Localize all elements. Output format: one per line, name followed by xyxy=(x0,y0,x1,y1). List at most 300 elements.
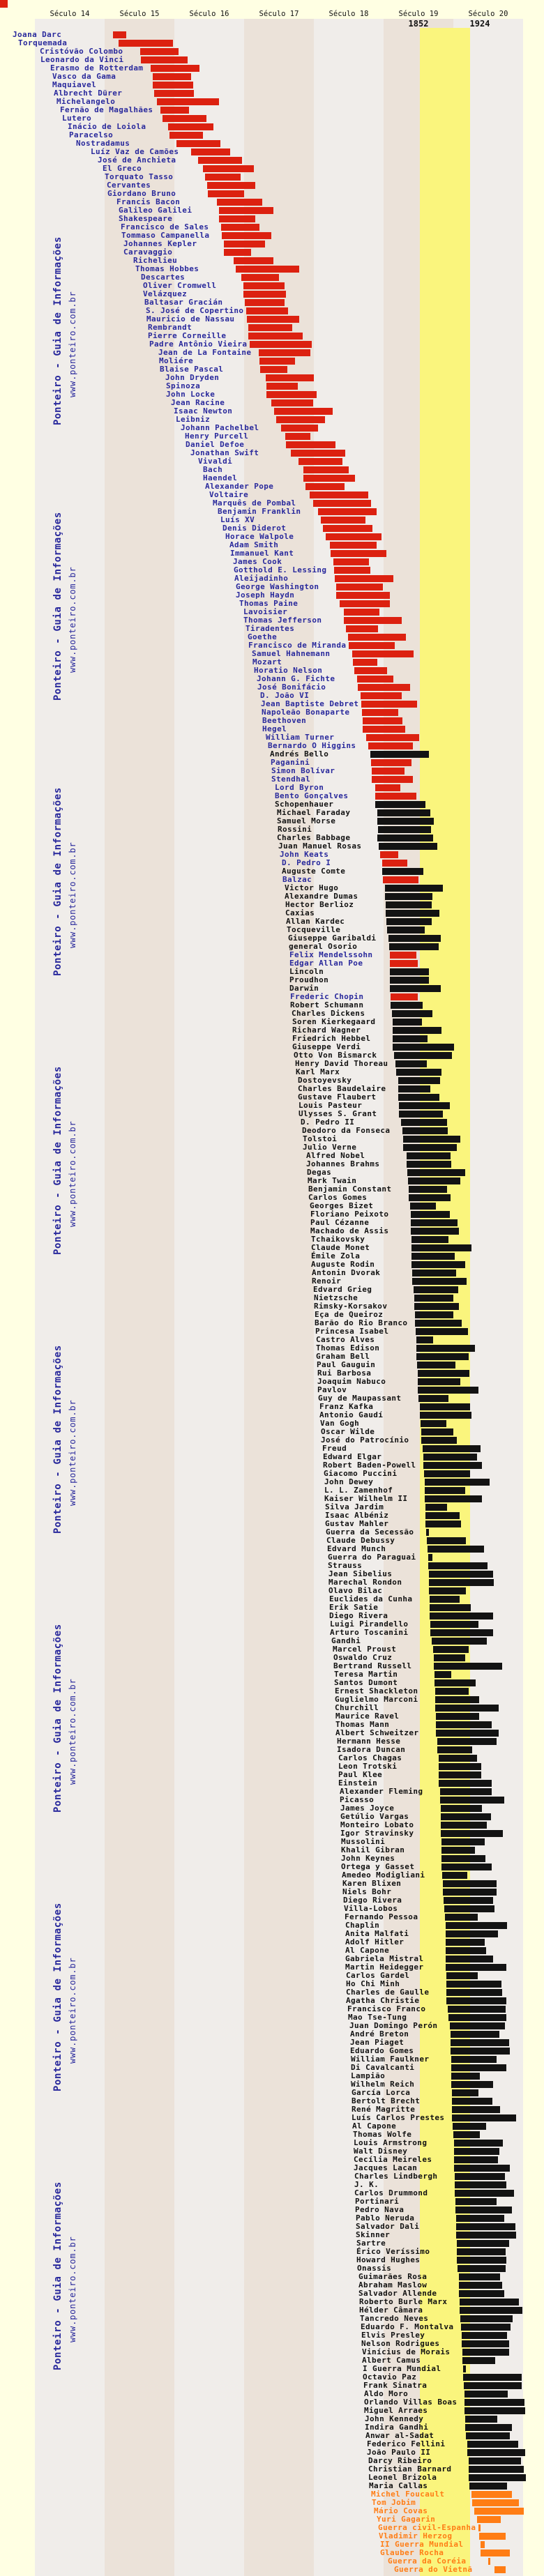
lifespan-bar xyxy=(478,2524,481,2531)
lifespan-bar xyxy=(266,383,298,390)
lifespan-bar xyxy=(428,1562,488,1569)
lifespan-bar xyxy=(205,174,241,181)
lifespan-bar xyxy=(436,1721,492,1728)
lifespan-bar xyxy=(393,1027,441,1034)
person-label: Daniel Defoe xyxy=(186,440,245,449)
lifespan-bar xyxy=(427,1537,466,1544)
person-label: Octavio Paz xyxy=(363,2372,417,2381)
sidebar-watermark xyxy=(50,1875,80,2091)
person-label: D. Pedro II xyxy=(301,1118,355,1127)
lifespan-bar xyxy=(333,558,369,565)
person-label: I Guerra Mundial xyxy=(363,2364,441,2373)
lifespan-bar xyxy=(157,98,219,105)
lifespan-bar xyxy=(385,885,443,892)
lifespan-bar xyxy=(446,1956,493,1963)
person-label: Anita Malfati xyxy=(345,1929,409,1938)
lifespan-bar xyxy=(151,65,199,72)
sidebar-title-text: Ponteiro - Guia de Informações xyxy=(52,1624,63,1813)
person-label: Johann G. Fichte xyxy=(257,674,335,683)
lifespan-bar xyxy=(425,1487,465,1494)
person-label: Inácio de Loiola xyxy=(68,122,146,131)
lifespan-bar xyxy=(437,1746,472,1753)
sidebar-watermark xyxy=(50,1039,80,1255)
lifespan-bar xyxy=(378,826,431,833)
sidebar-url-text[interactable]: www.ponteiro.com.br xyxy=(68,566,77,673)
person-label: Thomas Jefferson xyxy=(243,616,322,625)
lifespan-bar xyxy=(418,1378,460,1385)
sidebar-url-text[interactable]: www.ponteiro.com.br xyxy=(68,1678,77,1785)
lifespan-bar xyxy=(460,2299,519,2306)
lifespan-bar xyxy=(401,1119,447,1126)
century-stripe xyxy=(105,19,174,2576)
lifespan-bar xyxy=(389,943,439,950)
person-label: Gabriela Mistral xyxy=(345,1954,424,1963)
person-label: James Cook xyxy=(233,557,282,566)
lifespan-bar xyxy=(455,2181,506,2188)
person-label: Marquês de Pombal xyxy=(213,498,296,508)
person-label: Degas xyxy=(307,1168,332,1177)
lifespan-bar xyxy=(456,2232,516,2239)
person-label: Maria Callas xyxy=(369,2481,428,2490)
person-label: Edvard Munch xyxy=(327,1544,386,1553)
person-label: Nietzsche xyxy=(314,1293,358,1302)
lifespan-bar xyxy=(243,291,286,298)
lifespan-bar xyxy=(399,1111,443,1118)
person-label: Ortega y Gasset xyxy=(341,1862,415,1871)
person-label: Velázquez xyxy=(143,289,188,298)
person-label: Mozart xyxy=(252,657,282,666)
lifespan-bar xyxy=(465,2416,497,2423)
person-label: Carlos Drummond xyxy=(354,2188,428,2197)
lifespan-bar xyxy=(219,215,255,222)
person-label: Andrés Bello xyxy=(270,749,329,759)
person-label: Thomas Edison xyxy=(316,1343,380,1352)
lifespan-bar xyxy=(334,567,370,574)
person-label: Ho Chi Minh xyxy=(346,1979,400,1988)
lifespan-bar xyxy=(414,1295,453,1302)
lifespan-bar xyxy=(440,1788,492,1795)
person-label: Julio Verne xyxy=(303,1143,357,1152)
person-label: Joseph Haydn xyxy=(236,590,295,600)
person-label: Thomas Paine xyxy=(239,599,299,608)
lifespan-bar xyxy=(310,491,368,498)
lifespan-bar xyxy=(340,600,390,607)
person-label: Allan Kardec xyxy=(286,917,345,926)
person-label: Paganini xyxy=(271,758,310,767)
lifespan-bar xyxy=(425,1512,460,1519)
lifespan-bar xyxy=(390,968,429,975)
lifespan-bar xyxy=(245,299,285,306)
person-label: Lampião xyxy=(351,2071,386,2080)
lifespan-bar xyxy=(434,1663,502,1670)
lifespan-bar xyxy=(409,1194,451,1201)
lifespan-bar xyxy=(370,751,429,758)
lifespan-bar xyxy=(377,809,430,816)
person-label: Vinícius de Morais xyxy=(362,2347,451,2356)
lifespan-bar xyxy=(331,550,386,557)
person-label: Jean Sibelius xyxy=(328,1569,393,1578)
lifespan-bar xyxy=(446,1930,498,1937)
person-label: L. L. Zamenhof xyxy=(324,1486,393,1495)
band-end-year-label: 1924 xyxy=(469,19,490,29)
person-label: Marcel Proust xyxy=(333,1645,397,1654)
person-label: Carlos Gomes xyxy=(308,1193,368,1202)
person-label: Vivaldi xyxy=(198,457,233,466)
lifespan-bar xyxy=(460,2315,513,2322)
lifespan-bar xyxy=(241,274,279,281)
lifespan-bar xyxy=(420,1412,471,1419)
person-label: Aleijadinho xyxy=(234,574,289,583)
person-label: Renoir xyxy=(312,1276,342,1286)
lifespan-bar xyxy=(446,1997,506,2004)
lifespan-bar xyxy=(446,1964,506,1971)
lifespan-bar xyxy=(326,533,381,540)
lifespan-bar xyxy=(420,1403,470,1410)
lifespan-bar xyxy=(448,2006,506,2013)
person-label: Luís Carlos Prestes xyxy=(352,2113,445,2122)
person-label: Paul Gauguin xyxy=(317,1360,376,1369)
lifespan-bar xyxy=(407,1161,451,1168)
lifespan-bar xyxy=(377,818,434,825)
person-label: Bertolt Brecht xyxy=(352,2096,421,2105)
lifespan-bar xyxy=(393,1044,454,1051)
person-label: Khalil Gibran xyxy=(341,1845,405,1854)
person-label: Oswaldo Cruz xyxy=(333,1653,393,1662)
lifespan-bar xyxy=(437,1738,497,1745)
lifespan-bar xyxy=(460,2307,522,2314)
person-label: Diego Rivera xyxy=(343,1896,402,1905)
person-label: Louis Armstrong xyxy=(354,2138,428,2147)
person-label: Antonio Gaudí xyxy=(319,1410,384,1419)
lifespan-bar xyxy=(160,107,189,114)
lifespan-bar xyxy=(477,2516,501,2523)
person-label: Euclides da Cunha xyxy=(329,1594,413,1603)
sidebar-url-text[interactable]: www.ponteiro.com.br xyxy=(68,1399,77,1506)
lifespan-bar xyxy=(446,1947,486,1954)
person-label: Benjamin Constant xyxy=(308,1184,392,1194)
person-label: Federico Fellini xyxy=(367,2439,446,2448)
person-label: José de Anchieta xyxy=(98,155,176,165)
person-label: Carlos Chagas xyxy=(338,1753,402,1762)
person-label: Erik Satie xyxy=(329,1603,379,1612)
lifespan-bar xyxy=(454,2140,503,2147)
person-label: Paul Klee xyxy=(338,1770,383,1779)
person-label: Franz Kafka xyxy=(319,1402,374,1411)
person-label: Georges Bizet xyxy=(310,1201,374,1210)
person-label: Cecília Meireles xyxy=(354,2155,432,2164)
person-label: Lavoisier xyxy=(243,607,288,616)
person-label: Tancredo Neves xyxy=(360,2314,429,2323)
person-label: Karl Marx xyxy=(296,1067,340,1076)
person-label: William Turner xyxy=(266,733,335,742)
lifespan-bar xyxy=(452,2106,500,2113)
lifespan-bar xyxy=(403,1136,460,1143)
lifespan-bar xyxy=(390,960,418,967)
lifespan-bar xyxy=(441,1838,485,1845)
person-label: Glauber Rocha xyxy=(380,2548,444,2557)
person-label: Jean Piaget xyxy=(350,2038,405,2047)
person-label: Auguste Rodin xyxy=(311,1260,375,1269)
lifespan-bar xyxy=(441,1813,491,1820)
person-label: Abraham Maslow xyxy=(358,2280,428,2289)
lifespan-bar xyxy=(479,2533,506,2540)
lifespan-bar xyxy=(435,1696,479,1703)
person-label: Paul Cézanne xyxy=(310,1218,370,1227)
person-label: Wilhelm Reich xyxy=(351,2080,415,2089)
sidebar-url-text[interactable]: www.ponteiro.com.br xyxy=(68,2236,77,2342)
lifespan-bar xyxy=(455,2198,497,2205)
lifespan-bar xyxy=(411,1244,471,1251)
lifespan-bar xyxy=(445,1914,478,1921)
lifespan-bar xyxy=(411,1219,458,1226)
sidebar-url-text[interactable]: www.ponteiro.com.br xyxy=(68,1957,77,2064)
lifespan-bar xyxy=(434,1654,465,1661)
person-label: Isaac Albéniz xyxy=(325,1511,389,1520)
lifespan-bar xyxy=(469,2474,526,2481)
person-label: Samuel Morse xyxy=(277,816,336,825)
person-label: Giuseppe Garibaldi xyxy=(288,933,377,943)
lifespan-bar xyxy=(441,1805,482,1812)
lifespan-bar xyxy=(451,2064,506,2071)
person-label: John Dryden xyxy=(165,373,220,382)
person-label: Charles de Gaulle xyxy=(346,1988,430,1997)
lifespan-bar xyxy=(451,2048,510,2055)
lifespan-bar xyxy=(285,433,310,440)
person-label: Tocqueville xyxy=(287,925,341,934)
lifespan-bar xyxy=(382,868,423,875)
lifespan-bar xyxy=(436,1730,499,1737)
lifespan-bar xyxy=(425,1504,447,1511)
sidebar-url-text[interactable]: www.ponteiro.com.br xyxy=(68,1120,77,1227)
person-label: Maquiavel xyxy=(52,80,97,89)
lifespan-bar xyxy=(303,475,355,482)
person-label: Oliver Cromwell xyxy=(143,281,217,290)
sidebar-url-text[interactable]: www.ponteiro.com.br xyxy=(68,841,77,948)
lifespan-bar xyxy=(451,2081,493,2088)
lifespan-bar xyxy=(415,1320,462,1327)
person-label: Fernão de Magalhães xyxy=(60,105,153,114)
lifespan-bar xyxy=(451,2031,499,2038)
lifespan-bar xyxy=(416,1345,475,1352)
lifespan-bar xyxy=(423,1454,477,1461)
lifespan-bar xyxy=(411,1211,450,1218)
lifespan-bar xyxy=(375,793,416,800)
person-label: Fernando Pessoa xyxy=(345,1912,418,1921)
lifespan-bar xyxy=(390,952,416,959)
sidebar-title-text: Ponteiro - Guia de Informações xyxy=(52,787,63,976)
person-label: Lutero xyxy=(62,114,92,123)
person-label: Bento Gonçalves xyxy=(275,791,349,800)
lifespan-bar xyxy=(455,2207,512,2213)
person-label: Darwin xyxy=(289,984,319,993)
person-label: Caxias xyxy=(285,908,315,917)
person-label: Tommaso Campanella xyxy=(121,231,210,240)
person-label: Haendel xyxy=(203,473,238,482)
person-label: Pierre Corneille xyxy=(148,331,227,340)
person-label: Miguel Arraes xyxy=(364,2406,428,2415)
lifespan-bar xyxy=(323,525,372,532)
lifespan-bar xyxy=(464,2391,508,2398)
person-label: André Breton xyxy=(350,2029,409,2038)
lifespan-bar xyxy=(441,1855,485,1862)
lifespan-bar xyxy=(248,333,303,340)
person-label: Monteiro Lobato xyxy=(340,1820,414,1829)
person-label: Bertrand Russell xyxy=(333,1661,412,1670)
lifespan-bar xyxy=(455,2173,505,2180)
person-label: Jean de La Fontaine xyxy=(158,348,252,357)
lifespan-bar xyxy=(430,1629,493,1636)
lifespan-bar xyxy=(390,985,441,992)
person-label: Goethe xyxy=(248,632,278,641)
lifespan-bar xyxy=(421,1420,446,1427)
person-label: Al Capone xyxy=(345,1946,390,1955)
lifespan-bar xyxy=(224,241,265,247)
person-label: José do Patrocínio xyxy=(321,1435,409,1445)
person-label: D. João VI xyxy=(260,691,310,700)
person-label: Robert Schumann xyxy=(290,1000,364,1009)
person-label: Felix Mendelssohn xyxy=(289,950,373,959)
lifespan-bar xyxy=(458,2265,506,2272)
lifespan-bar xyxy=(398,1085,430,1092)
lifespan-bar xyxy=(466,2432,510,2439)
person-label: Horatio Nelson xyxy=(254,666,323,675)
person-label: Indira Gandhi xyxy=(365,2423,429,2432)
person-label: Charles Baudelaire xyxy=(298,1084,386,1093)
person-label: Immanuel Kant xyxy=(230,549,294,558)
person-label: Hegel xyxy=(262,724,287,733)
person-label: Gotthold E. Lessing xyxy=(234,565,327,574)
person-label: Simon Bolívar xyxy=(271,766,335,775)
person-label: Guerra civil-Espanha xyxy=(378,2523,476,2532)
person-label: Hermann Hesse xyxy=(337,1737,401,1746)
person-label: Arturo Toscanini xyxy=(330,1628,409,1637)
lifespan-bar xyxy=(366,734,419,741)
person-label: Freud xyxy=(322,1444,347,1453)
person-label: Shakespeare xyxy=(119,214,173,223)
lifespan-bar xyxy=(463,2374,522,2381)
lifespan-bar xyxy=(461,2324,511,2331)
person-label: Christian Barnard xyxy=(368,2464,452,2474)
person-label: Diego Rivera xyxy=(329,1611,388,1620)
lifespan-bar xyxy=(451,2073,480,2080)
lifespan-bar xyxy=(286,441,335,448)
person-label: Nostradamus xyxy=(76,139,130,148)
person-label: Ulysses S. Grant xyxy=(299,1109,377,1118)
person-label: Jean Baptiste Debret xyxy=(261,699,359,708)
person-label: Tolstoi xyxy=(303,1134,338,1143)
person-label: Napoleão Bonaparte xyxy=(262,708,350,717)
person-label: Agatha Christie xyxy=(346,1996,420,2005)
person-label: Karen Blixen xyxy=(342,1879,402,1888)
person-label: Isaac Newton xyxy=(174,406,233,416)
lifespan-bar xyxy=(346,625,378,632)
lifespan-bar xyxy=(439,1763,481,1770)
lifespan-bar xyxy=(113,31,126,38)
lifespan-bar xyxy=(375,801,425,808)
lifespan-bar xyxy=(377,834,433,841)
lifespan-bar xyxy=(446,1922,507,1929)
person-label: Thomas Hobbes xyxy=(135,264,199,273)
person-label: Torquato Tasso xyxy=(105,172,174,181)
lifespan-bar xyxy=(349,642,395,649)
lifespan-bar xyxy=(234,257,273,264)
lifespan-bar xyxy=(386,901,432,908)
lifespan-bar xyxy=(441,1847,475,1854)
lifespan-bar xyxy=(163,115,206,122)
person-label: Horace Walpole xyxy=(225,532,294,541)
person-label: Vladimir Herzog xyxy=(379,2531,453,2540)
lifespan-bar xyxy=(425,1521,461,1527)
lifespan-bar xyxy=(416,1336,433,1343)
person-label: Adolf Hitler xyxy=(345,1937,405,1946)
lifespan-bar xyxy=(469,2457,521,2464)
person-label: Villa-Lobos xyxy=(344,1904,398,1913)
lifespan-bar xyxy=(336,592,390,599)
person-label: Paracelso xyxy=(69,130,114,139)
lifespan-bar xyxy=(472,2499,519,2506)
person-label: John Keats xyxy=(280,850,329,859)
person-label: Lincoln xyxy=(289,967,324,976)
lifespan-bar xyxy=(464,2382,522,2389)
person-label: Guglielmo Marconi xyxy=(335,1695,418,1704)
lifespan-bar xyxy=(414,1286,458,1293)
lifespan-bar xyxy=(407,1152,451,1159)
lifespan-bar xyxy=(459,2273,500,2280)
person-label: Guerra do Paraguai xyxy=(328,1553,416,1562)
person-label: Émile Zola xyxy=(311,1251,361,1260)
person-label: Soren Kierkegaard xyxy=(292,1017,376,1026)
person-label: J. K. xyxy=(354,2180,379,2189)
lifespan-bar xyxy=(425,1495,482,1502)
person-label: Johann Pachelbel xyxy=(181,423,259,432)
person-label: Schopenhauer xyxy=(275,800,334,809)
person-label: Luíz Vaz de Camões xyxy=(91,147,179,156)
lifespan-bar xyxy=(429,1579,494,1586)
person-label: Nelson Rodrigues xyxy=(361,2339,440,2348)
century-label: Século 14 xyxy=(50,10,90,18)
century-label: Século 17 xyxy=(259,10,299,18)
sidebar-title-text: Ponteiro - Guia de Informações xyxy=(52,512,63,701)
lifespan-bar xyxy=(430,1621,478,1628)
lifespan-bar xyxy=(299,458,342,465)
lifespan-bar xyxy=(442,1872,467,1879)
person-label: Sartre xyxy=(356,2239,386,2248)
lifespan-bar xyxy=(169,132,203,139)
person-label: Amedeo Modigliani xyxy=(342,1870,425,1880)
lifespan-bar xyxy=(446,1989,502,1996)
lifespan-bar xyxy=(457,2240,509,2247)
person-label: Giuseppe Verdi xyxy=(292,1042,361,1051)
lifespan-bar xyxy=(248,324,292,331)
person-label: Otto Von Bismarck xyxy=(294,1051,377,1060)
lifespan-bar xyxy=(371,759,411,766)
person-label: Denis Diderot xyxy=(222,524,287,533)
lifespan-bar xyxy=(430,1613,493,1619)
person-label: Leonardo da Vinci xyxy=(40,55,124,64)
lifespan-bar xyxy=(303,466,349,473)
sidebar-watermark xyxy=(50,485,80,701)
lifespan-bar xyxy=(153,82,193,89)
person-label: Johannes Brahms xyxy=(306,1159,380,1168)
person-label: Joaquim Nabuco xyxy=(317,1377,386,1386)
person-label: Giacomo Puccini xyxy=(324,1469,398,1478)
person-label: Victor Hugo xyxy=(285,883,339,892)
person-label: Leibniz xyxy=(176,415,211,424)
sidebar-url-text[interactable]: www.ponteiro.com.br xyxy=(68,291,77,397)
lifespan-bar xyxy=(412,1270,456,1276)
person-label: Auguste Comte xyxy=(282,867,346,876)
lifespan-bar xyxy=(448,2014,506,2021)
